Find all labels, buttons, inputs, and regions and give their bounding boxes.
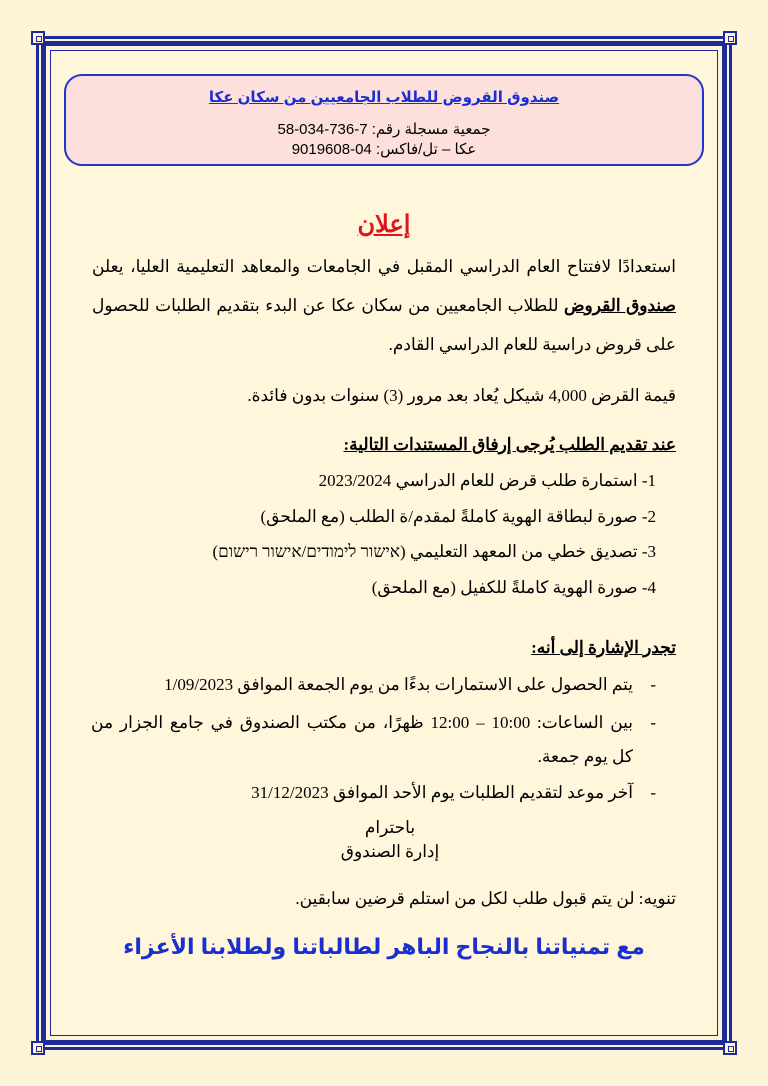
corner-ornament-top-left — [31, 31, 45, 45]
corner-ornament-top-right — [723, 31, 737, 45]
notice: تنويه: لن يتم قبول طلب لكل من استلم قرضين سابقين. — [295, 889, 676, 908]
closing-wishes: مع تمنياتنا بالنجاح الباهر لطالباتنا ولطلابنا الأعزاء — [123, 934, 645, 959]
intro-paragraph — [92, 247, 676, 364]
corner-ornament-bottom-right — [723, 1041, 737, 1055]
note-bullet-1: - — [650, 675, 656, 694]
header-box — [64, 74, 704, 166]
notes-heading: تجدر الإشارة إلى أنه: — [531, 638, 676, 657]
signature-admin: إدارة الصندوق — [340, 842, 440, 861]
registration-number: جمعية مسجلة رقم: 7-736-034-58 — [277, 121, 491, 138]
fund-name-bold: صندوق القروض — [564, 296, 676, 315]
document-item-1: 1- استمارة طلب قرض للعام الدراسي 2023/2024 — [318, 471, 656, 490]
corner-ornament-bottom-left — [31, 1041, 45, 1055]
fund-name: صندوق القروض للطلاب الجامعيين من سكان عكا — [208, 89, 560, 106]
note-item-2-line-1: بين الساعات: 10:00 – 12:00 ظهرًا، من مكتب الصندوق في جامع الجزار من — [91, 713, 633, 732]
note-item-2-line-2: كل يوم جمعة. — [537, 747, 633, 766]
note-bullet-3: - — [650, 783, 656, 802]
intro-text-1: استعدادًا لافتتاح العام الدراسي المقبل في الجامعات والمعاهد التعليمية العليا، يعلن — [92, 257, 676, 276]
document-item-3: 3- تصديق خطي من المعهد التعليمي (אישור לימודים/אישור רישום) — [212, 542, 656, 561]
signature-regards: باحترام — [364, 818, 416, 837]
note-item-3: آخر موعد لتقديم الطلبات يوم الأحد الموافق 31/12/2023 — [251, 783, 633, 802]
announcement-title: إعلان — [357, 212, 411, 238]
contact-info: عكا – تل/فاكس: 04-9019608 — [291, 141, 477, 158]
note-item-1: يتم الحصول على الاستمارات بدءًا من يوم الجمعة الموافق 1/09/2023 — [164, 675, 633, 694]
document-item-4: 4- صورة الهوية كاملةً للكفيل (مع الملحق) — [371, 578, 656, 597]
document-item-2: 2- صورة لبطاقة الهوية كاملةً لمقدم/ة الطلب (مع الملحق) — [260, 507, 656, 526]
documents-heading: عند تقديم الطلب يُرجى إرفاق المستندات التالية: — [343, 435, 676, 454]
intro-text-2: للطلاب الجامعيين من سكان عكا عن البدء بتقديم الطلبات للحصول على قروض دراسية للعام الدراسي القادم. — [92, 296, 676, 354]
note-bullet-2: - — [650, 713, 656, 732]
loan-value: قيمة القرض 4,000 شيكل يُعاد بعد مرور (3) سنوات بدون فائدة. — [247, 386, 676, 405]
